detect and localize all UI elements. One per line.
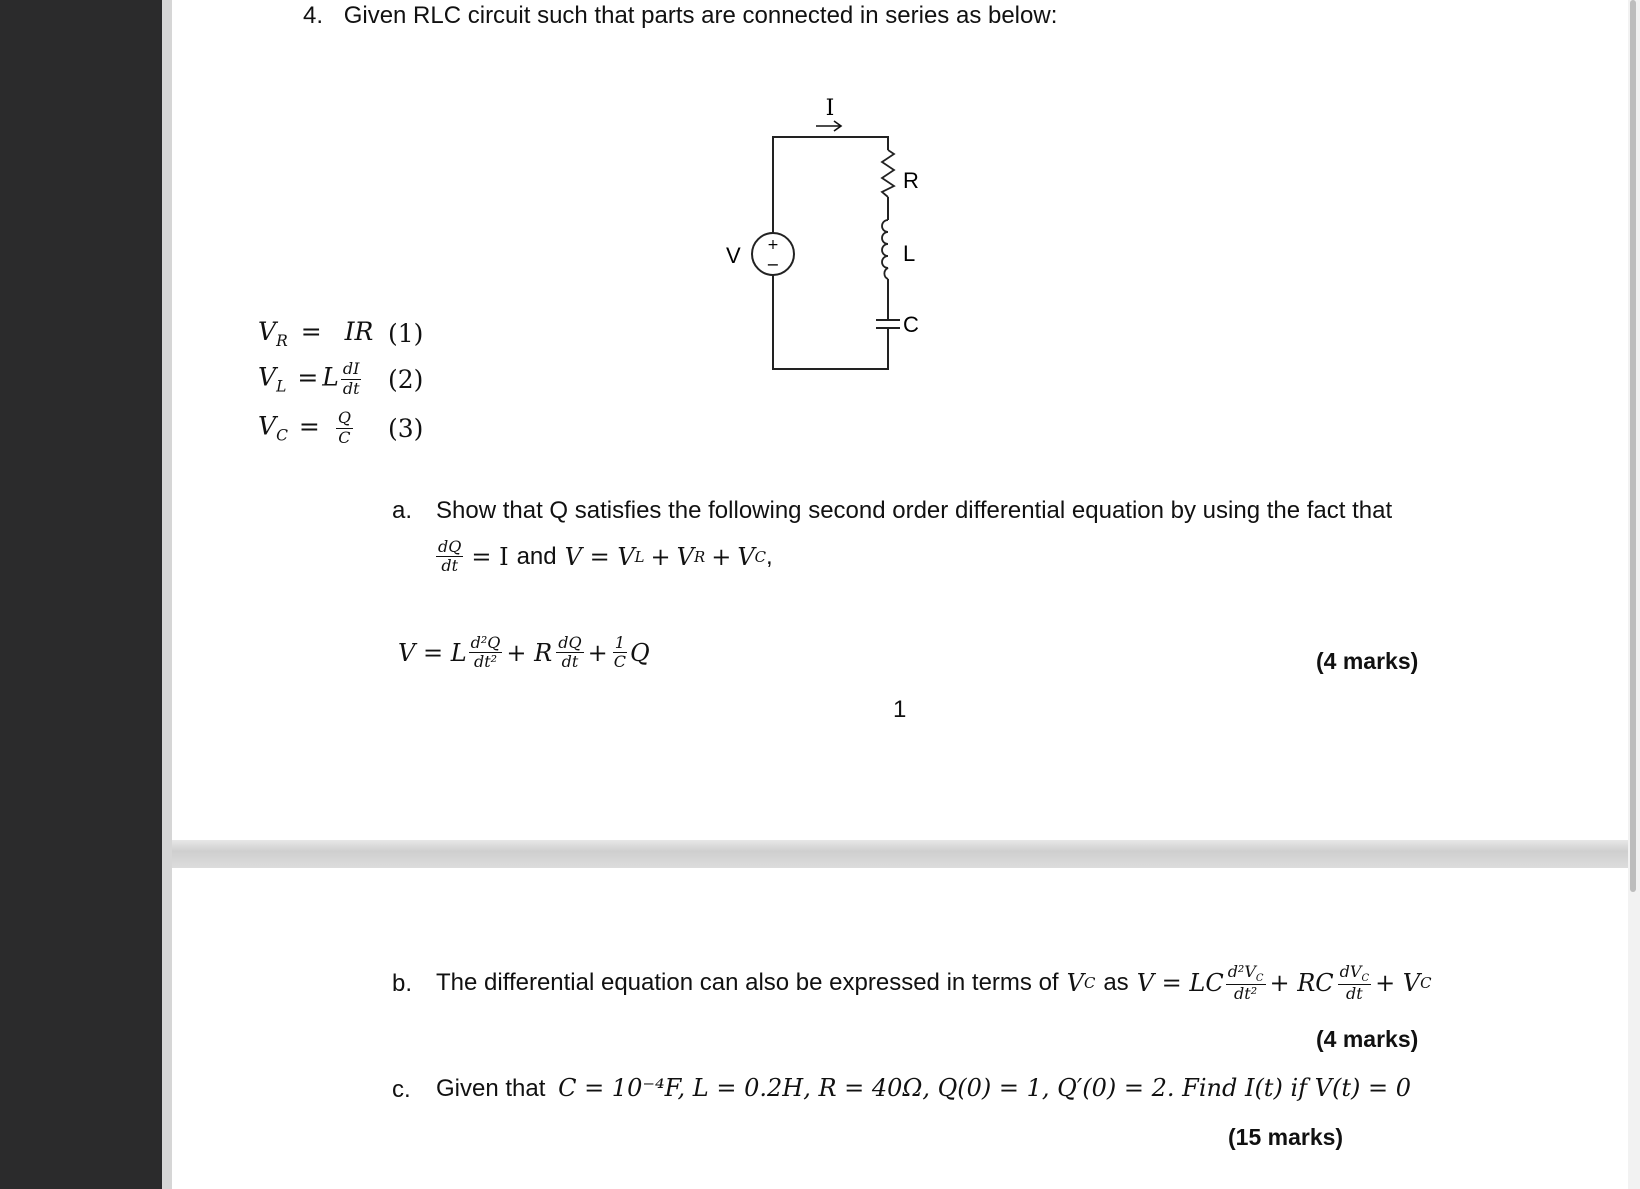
de-f1-den: dt²	[473, 652, 498, 672]
cond-sub-l: L	[634, 547, 645, 566]
part-a-label: a.	[392, 497, 413, 524]
pb-f1-den: dt²	[1234, 984, 1258, 1004]
equation-3	[258, 402, 423, 454]
eq3-tag: (3)	[388, 413, 424, 443]
inductor-label: L	[903, 241, 916, 266]
de-f1-num: d²Q	[470, 633, 501, 652]
component-equations	[258, 310, 423, 454]
current-label: I	[825, 96, 835, 121]
capacitor-icon	[876, 320, 900, 328]
second-order-equation	[398, 634, 650, 672]
resistor-icon	[882, 150, 894, 197]
part-b-sentence: The differential equation can also be expressed in terms of	[436, 969, 1059, 996]
de-f3-num: 1	[614, 633, 625, 652]
eq1-lhs: V	[258, 316, 277, 346]
de-plus-r: + R	[506, 638, 553, 667]
de-fraction-1	[469, 634, 503, 672]
part-b-fraction-1	[1226, 963, 1266, 1004]
part-c-marks: (15 marks)	[1228, 1124, 1344, 1150]
cond-v-eq: V = V	[564, 542, 635, 571]
de-fraction-2	[556, 634, 583, 672]
eq2-lhs: V	[258, 362, 277, 392]
pb-f2-den: dt	[1346, 984, 1363, 1004]
eq3-equals: =	[298, 411, 320, 441]
part-b-expr-lhs: V = LC	[1136, 969, 1224, 997]
de-f3-den: C	[613, 652, 626, 672]
part-c-text	[436, 1074, 1411, 1103]
source-minus: −	[766, 255, 780, 274]
equation-2	[258, 356, 423, 402]
part-b-fraction-2	[1338, 963, 1371, 1004]
eq1-lhs-sub: R	[276, 331, 288, 350]
question-heading	[303, 2, 1057, 30]
eq3-lhs-sub: C	[276, 426, 288, 445]
dq-dt-fraction	[436, 538, 463, 576]
cond-sub-c: C	[754, 547, 767, 566]
page-number: 1	[893, 696, 907, 723]
part-b-plus-vc-sub: C	[1420, 974, 1432, 992]
part-b-label: b.	[392, 970, 413, 997]
and-word: and	[516, 542, 557, 570]
part-b-marks: (4 marks)	[1316, 1026, 1419, 1052]
cond-plus-2: +	[711, 542, 732, 571]
de-plus: +	[587, 638, 608, 667]
eq1-tag: (1)	[388, 318, 424, 348]
eq1-rhs: IR	[344, 316, 374, 346]
eq2-den: dt	[342, 378, 360, 398]
pb-f2-num-sub: C	[1361, 972, 1370, 984]
eq3-num: Q	[337, 408, 351, 428]
page-gap	[172, 840, 1628, 868]
de-fraction-3	[612, 634, 628, 672]
eq3-fraction	[336, 409, 353, 447]
question-number: 4.	[303, 2, 324, 29]
cond-plus-1: +	[650, 542, 671, 571]
cond-equals-i: = I	[471, 542, 509, 571]
cond-den: dt	[441, 556, 459, 576]
part-b-plus-vc: + V	[1375, 969, 1421, 997]
de-f2-num: dQ	[558, 633, 582, 652]
pb-f1-num: d²V	[1227, 961, 1256, 981]
question-heading-text: Given RLC circuit such that parts are connected in series as below:	[343, 2, 1058, 29]
eq2-lhs-sub: L	[276, 377, 287, 396]
part-a-marks: (4 marks)	[1316, 648, 1419, 674]
capacitor-label: C	[903, 312, 919, 337]
eq2-coef: L	[322, 362, 339, 392]
current-arrow-icon	[816, 121, 841, 131]
eq2-fraction	[341, 360, 362, 398]
part-b-plus-rc: + RC	[1269, 969, 1334, 997]
eq1-equals: =	[300, 316, 322, 346]
eq3-den: C	[338, 427, 351, 447]
part-c-label: c.	[392, 1076, 411, 1103]
part-a-conditions	[434, 538, 773, 576]
pb-f2-num: dV	[1339, 961, 1362, 981]
de-q: Q	[629, 638, 650, 667]
cond-v-r: V	[676, 542, 694, 571]
scrollbar-thumb[interactable]	[1630, 0, 1636, 892]
resistor-label: R	[903, 168, 919, 193]
part-b-text	[436, 956, 1432, 1010]
rlc-circuit-diagram	[710, 88, 940, 378]
cond-v-c: V	[737, 542, 755, 571]
de-lhs: V = L	[398, 638, 467, 667]
eq3-lhs: V	[258, 411, 277, 441]
part-b-vc-sub: C	[1083, 974, 1096, 992]
eq2-equals: =	[297, 362, 319, 392]
inductor-icon	[882, 220, 888, 279]
pb-f1-num-sub: C	[1255, 972, 1264, 984]
cond-num: dQ	[438, 537, 462, 556]
de-f2-den: dt	[561, 652, 579, 672]
part-c-given: Given that	[436, 1075, 546, 1102]
part-c-expression: C = 10⁻⁴F, L = 0.2H, R = 40Ω, Q(0) = 1, Q′(0) = 2. Find I(t) if V(t) = 0	[558, 1074, 1411, 1102]
cond-sub-r: R	[694, 547, 706, 566]
source-label: V	[726, 243, 741, 268]
part-a-text: Show that Q satisfies the following second order differential equation by using the fact that	[436, 497, 1393, 524]
eq2-num: dI	[342, 359, 360, 379]
part-b-vc: V	[1066, 969, 1084, 997]
viewer-sidebar	[0, 0, 162, 1189]
source-plus: +	[767, 237, 779, 253]
part-b-as: as	[1103, 969, 1129, 996]
equation-1	[258, 310, 423, 356]
eq2-tag: (2)	[388, 364, 424, 394]
cond-comma: ,	[766, 542, 773, 570]
